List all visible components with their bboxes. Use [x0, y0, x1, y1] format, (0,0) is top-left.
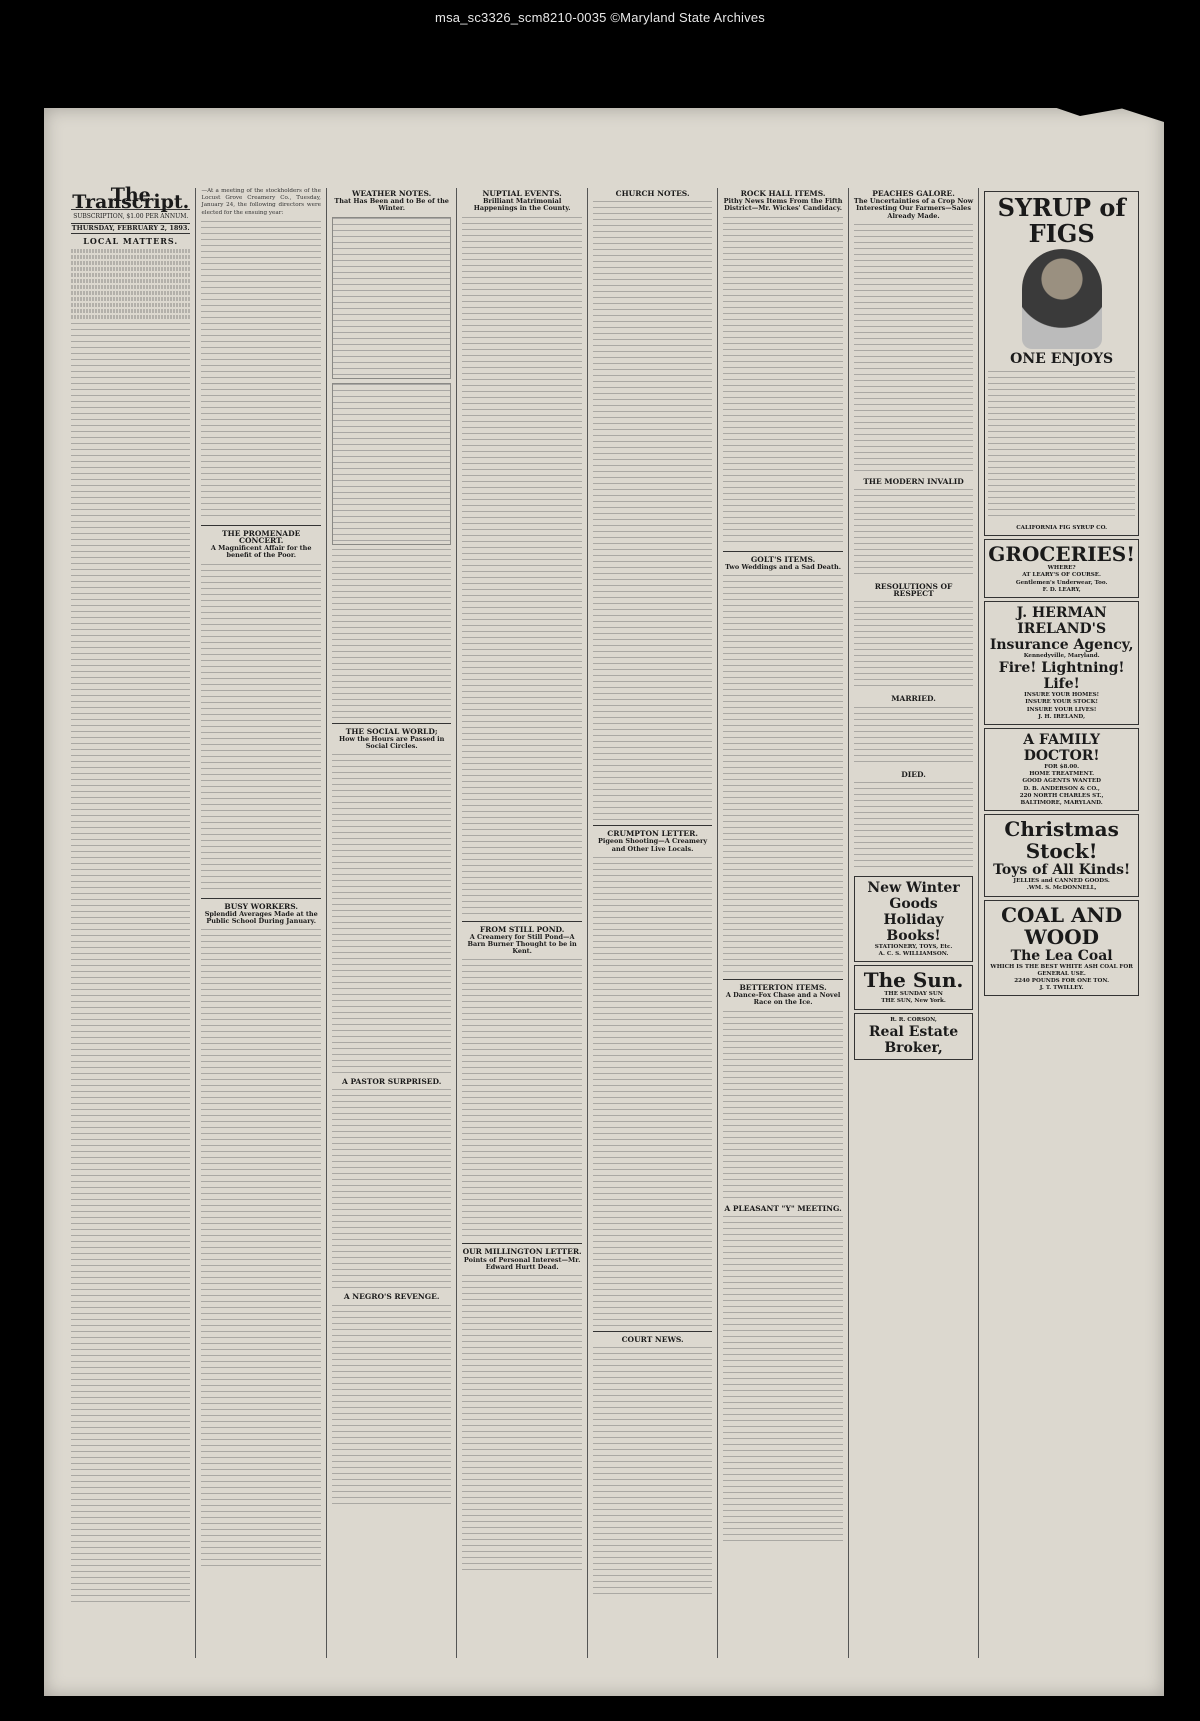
jellies-line: JELLIES and CANNED GOODS. — [1013, 878, 1110, 885]
column-2-text-a — [201, 221, 320, 521]
newspaper-columns — [66, 184, 1144, 1658]
doctor-address: 220 NORTH CHARLES ST., — [1019, 792, 1104, 799]
negro-revenge-heading: A NEGRO'S REVENGE. — [343, 1292, 440, 1302]
social-world-sub: How the Hours are Passed in Social Circles. — [338, 734, 445, 751]
fire-slogan: Fire! Lightning! Life! — [998, 660, 1125, 693]
weather-table-january — [332, 383, 451, 545]
family-doctor-ad — [984, 728, 1139, 811]
corson-name: R. R. CORSON, — [890, 1016, 937, 1023]
peaches-sub: The Uncertainties of a Crop Now Interesting Our Farmers—Sales Already Made. — [853, 197, 974, 220]
newspaper-page — [44, 108, 1164, 1696]
weather-table-december — [332, 217, 451, 379]
section-title: LOCAL MATTERS. — [83, 235, 179, 246]
rock-hall-heading: ROCK HALL ITEMS. — [740, 189, 826, 198]
syrup-title: SYRUP of FIGS — [997, 193, 1126, 248]
syrup-company: CALIFORNIA FIG SYRUP CO. — [1016, 525, 1108, 531]
ireland-signature: J. H. IRELAND, — [1038, 713, 1086, 720]
winter-goods-title: New Winter Goods — [867, 879, 960, 912]
y-meeting-text — [723, 1216, 842, 1546]
creamery-lead: —At a meeting of the stockholders of the Locust Grove Creamery Co., Tuesday, January 24, the following directors were elected for the ensuing year: — [201, 188, 321, 216]
insure-lives: INSURE YOUR LIVES! — [1026, 706, 1097, 713]
ireland-insurance-ad — [984, 601, 1139, 725]
sun-address: THE SUN, New York. — [881, 998, 946, 1005]
pastor-surprised-heading: A PASTOR SURPRISED. — [342, 1077, 442, 1087]
issue-date: THURSDAY, FEBRUARY 2, 1893. — [71, 223, 190, 234]
rock-hall-text — [723, 217, 842, 547]
column-5 — [588, 188, 718, 1658]
millington-heading: OUR MILLINGTON LETTER. — [462, 1247, 582, 1257]
nuptial-sub: Brilliant Matrimonial Happenings in the County. — [473, 197, 571, 213]
died-text — [854, 782, 973, 872]
syrup-of-figs-ad — [984, 191, 1139, 536]
social-world-text — [332, 754, 451, 1074]
coal-title: COAL AND WOOD — [1001, 902, 1123, 949]
resolutions-heading: RESOLUTIONS OF RESPECT — [874, 582, 953, 599]
married-text — [854, 707, 973, 767]
golts-heading: GOLT'S ITEMS. — [750, 554, 816, 564]
promenade-concert-heading: THE PROMENADE CONCERT. — [222, 528, 301, 546]
lea-coal-title: The Lea Coal — [1010, 947, 1113, 964]
insure-stock: INSURE YOUR STOCK! — [1025, 699, 1098, 706]
still-pond-text — [462, 959, 581, 1239]
woman-illustration-icon — [1022, 249, 1102, 349]
coal-weight: 2240 POUNDS FOR ONE TON. — [1014, 978, 1110, 985]
christmas-ad — [984, 814, 1139, 896]
doctor-agents: GOOD AGENTS WANTED — [1022, 778, 1101, 785]
golts-sub: Two Weddings and a Sad Death. — [725, 562, 842, 571]
pastor-text — [332, 1089, 451, 1289]
weather-heading: WEATHER NOTES. — [352, 189, 432, 198]
groceries-underwear: Gentlemen's Underwear, Too. — [1015, 579, 1108, 586]
corson-title: Real Estate Broker, — [868, 1023, 959, 1056]
mcdonnell-name: .WM. S. McDONNELL, — [1026, 885, 1097, 892]
column-2-text-b — [201, 564, 320, 894]
doctor-title: A FAMILY DOCTOR! — [1023, 732, 1100, 765]
church-notes-heading: CHURCH NOTES. — [615, 189, 690, 198]
doctor-firm: D. B. ANDERSON & CO., — [1023, 785, 1100, 792]
crumpton-sub: Pigeon Shooting—A Creamery and Other Live Locals. — [598, 837, 708, 853]
insure-homes: INSURE YOUR HOMES! — [1024, 692, 1100, 699]
column-8 — [979, 188, 1144, 1658]
coal-line: WHICH IS THE BEST WHITE ASH COAL FOR GENERAL USE. — [990, 963, 1133, 977]
church-notes-text — [593, 201, 712, 821]
nuptial-text — [462, 217, 581, 917]
betterton-sub: A Dance-Fox Chase and a Novel Race on the Ice. — [725, 991, 841, 1007]
twilley-name: J. T. TWILLEY. — [1039, 985, 1084, 992]
masthead-title: The Transcript. — [72, 184, 190, 214]
busy-workers-sub: Splendid Averages Made at the Public School During January. — [204, 909, 318, 926]
christmas-title: Christmas Stock! — [1004, 817, 1119, 864]
rock-hall-sub: Pithy News Items From the Fifth District—Mr. Wickes' Candidacy. — [723, 197, 843, 213]
stationery-line: STATIONERY, TOYS, Etc. — [874, 943, 953, 950]
millington-text — [462, 1275, 581, 1575]
williamson-name: A. C. S. WILLIAMSON. — [878, 951, 949, 958]
resolutions-text — [854, 601, 973, 691]
subscription-line: SUBSCRIPTION, $1.00 PER ANNUM. — [73, 213, 189, 221]
syrup-tagline: ONE ENJOYS — [1010, 351, 1114, 367]
groceries-ad — [984, 539, 1139, 598]
winter-goods-ad — [854, 876, 973, 962]
leary-name: F. D. LEARY, — [1042, 586, 1081, 593]
betterton-heading: BETTERTON ITEMS. — [739, 983, 827, 993]
coal-ad — [984, 900, 1139, 997]
doctor-price: FOR $8.00. — [1044, 764, 1080, 771]
modern-invalid-heading: THE MODERN INVALID — [863, 476, 964, 486]
peaches-text — [854, 224, 973, 474]
nuptial-heading: NUPTIAL EVENTS. — [482, 189, 562, 198]
crumpton-heading: CRUMPTON LETTER. — [607, 829, 698, 839]
promenade-concert-sub: A Magnificent Affair for the benefit of the Poor. — [210, 544, 312, 560]
corson-ad — [854, 1013, 973, 1060]
archive-header: msa_sc3326_scm8210-0035 ©Maryland State Archives — [0, 0, 1200, 40]
column-7 — [849, 188, 979, 1658]
column-2 — [196, 188, 326, 1658]
ireland-place: Kennedyville, Maryland. — [1023, 653, 1100, 660]
died-heading: DIED. — [901, 769, 926, 779]
millington-sub: Points of Personal Interest—Mr. Edward Hurtt Dead. — [463, 1255, 581, 1271]
column-3 — [327, 188, 457, 1658]
sun-ad — [854, 965, 973, 1009]
y-meeting-heading: A PLEASANT "Y" MEETING. — [724, 1203, 842, 1213]
sunday-sun: THE SUNDAY SUN — [884, 991, 943, 998]
groceries-where: WHERE? — [1047, 565, 1076, 572]
revenge-text — [332, 1305, 451, 1505]
column-1 — [66, 184, 196, 1658]
weather-sub: That Has Been and to Be of the Winter. — [334, 197, 449, 213]
modern-invalid-text — [854, 489, 973, 579]
still-pond-sub: A Creamery for Still Pond—A Barn Burner Thought to be in Kent. — [467, 932, 577, 956]
court-news-heading: COURT NEWS. — [621, 1334, 684, 1344]
holiday-books-title: Holiday Books! — [883, 911, 944, 944]
groceries-title: GROCERIES! — [988, 542, 1136, 567]
married-heading: MARRIED. — [891, 694, 936, 704]
weather-text — [332, 549, 451, 719]
groceries-place: AT LEARY'S OF COURSE. — [1022, 572, 1102, 579]
school-averages-list — [201, 929, 320, 1569]
busy-workers-heading: BUSY WORKERS. — [224, 901, 299, 911]
doctor-sub: HOME TREATMENT. — [1029, 771, 1095, 778]
court-news-text — [593, 1347, 712, 1597]
doctor-city: BALTIMORE, MARYLAND. — [1020, 800, 1103, 807]
toys-title: Toys of All Kinds! — [993, 862, 1131, 879]
local-matters-text — [71, 323, 190, 1603]
social-world-heading: THE SOCIAL WORLD; — [345, 726, 438, 736]
still-pond-heading: FROM STILL POND. — [479, 924, 565, 934]
golts-text — [723, 575, 842, 975]
peaches-heading: PEACHES GALORE. — [872, 189, 955, 198]
crumpton-text — [593, 857, 712, 1327]
column-4 — [457, 188, 587, 1658]
betterton-text — [723, 1011, 842, 1201]
insurance-title: Insurance Agency, — [989, 637, 1134, 654]
sun-title: The Sun. — [863, 968, 964, 993]
ireland-name: J. HERMAN IRELAND'S — [1016, 605, 1107, 638]
column-6 — [718, 188, 848, 1658]
